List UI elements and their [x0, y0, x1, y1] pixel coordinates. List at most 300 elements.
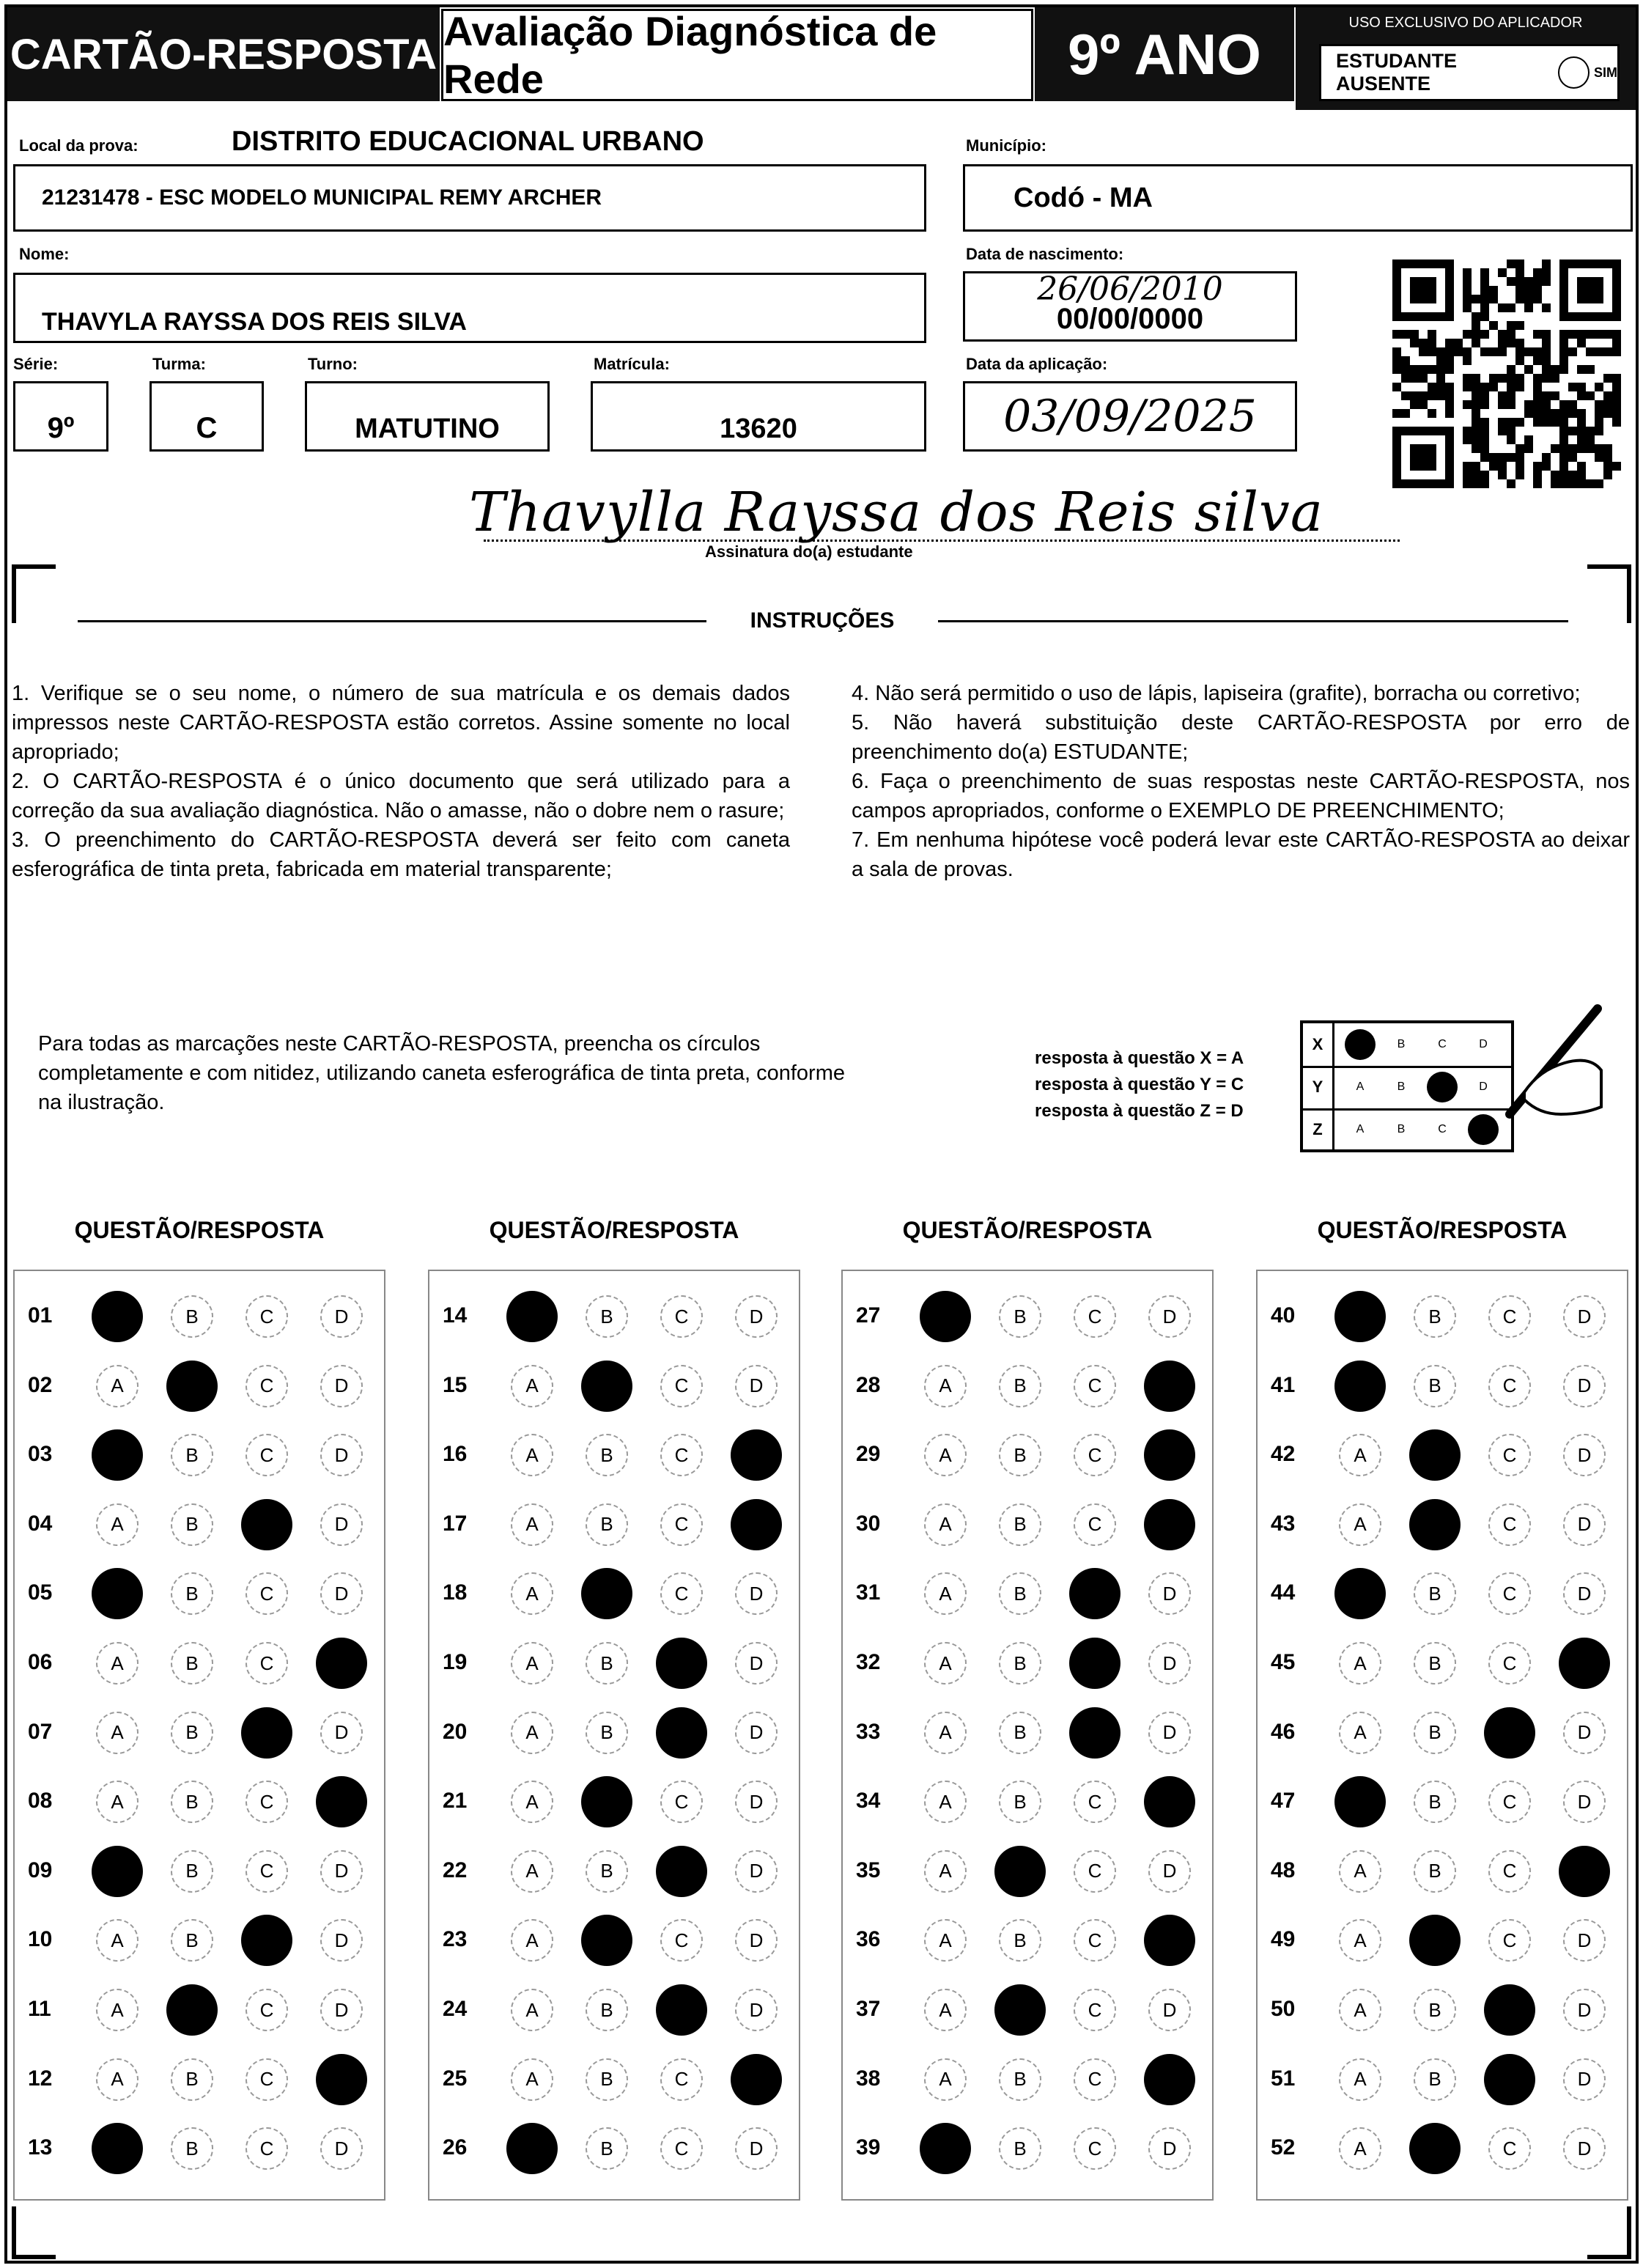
- answer-bubble-d[interactable]: D: [320, 1919, 363, 1962]
- answer-bubble-b[interactable]: B: [171, 1850, 213, 1893]
- answer-bubble-c[interactable]: C: [1488, 1850, 1531, 1893]
- answer-bubble-b[interactable]: B: [999, 1503, 1041, 1546]
- answer-bubble-a[interactable]: [92, 1846, 143, 1897]
- answer-bubble-a[interactable]: A: [924, 1642, 967, 1685]
- answer-bubble-d[interactable]: [731, 1429, 782, 1481]
- answer-bubble-a[interactable]: [92, 1429, 143, 1481]
- example-bubble: C: [1438, 1123, 1447, 1135]
- answer-bubble-c[interactable]: [656, 1846, 707, 1897]
- answer-bubble-a[interactable]: [1334, 1776, 1386, 1827]
- answer-bubble-c[interactable]: [656, 1638, 707, 1689]
- answer-bubble-d[interactable]: D: [1148, 1572, 1191, 1615]
- answer-bubble-a[interactable]: A: [511, 1712, 553, 1754]
- answer-bubble-a[interactable]: A: [96, 1781, 139, 1823]
- answer-bubble-a[interactable]: [1334, 1291, 1386, 1342]
- answer-bubble-d[interactable]: [316, 2054, 367, 2105]
- answer-bubble-c[interactable]: [1069, 1568, 1120, 1619]
- turno-label: Turno:: [308, 355, 358, 373]
- answer-bubble-b[interactable]: B: [999, 2058, 1041, 2101]
- answer-bubble-b[interactable]: B: [999, 2127, 1041, 2170]
- question-number: 42: [1271, 1442, 1296, 1467]
- column-title: QUESTÃO/RESPOSTA: [489, 1217, 739, 1243]
- answer-bubble-d[interactable]: [1144, 1499, 1195, 1550]
- answer-bubble-c[interactable]: C: [660, 1572, 703, 1615]
- question-number: 51: [1271, 2066, 1296, 2091]
- answer-bubble-b[interactable]: B: [171, 1434, 213, 1476]
- answer-bubble-a[interactable]: A: [924, 1434, 967, 1476]
- example-bubble: [1345, 1029, 1376, 1060]
- question-number: 29: [856, 1442, 881, 1467]
- answer-bubble-c[interactable]: C: [245, 1989, 288, 2031]
- answer-bubble-a[interactable]: A: [511, 1989, 553, 2031]
- answer-bubble-c[interactable]: C: [1074, 1503, 1116, 1546]
- answer-bubble-a[interactable]: A: [924, 1850, 967, 1893]
- aplicacao-value: 03/09/2025: [1003, 391, 1257, 442]
- answer-bubble-c[interactable]: C: [245, 1572, 288, 1615]
- answer-bubble-b[interactable]: [1409, 1429, 1461, 1481]
- question-number: 23: [443, 1927, 468, 1952]
- question-number: 36: [856, 1927, 881, 1952]
- question-number: 32: [856, 1650, 881, 1674]
- answer-bubble-c[interactable]: C: [1074, 1919, 1116, 1962]
- answer-bubble-b[interactable]: [581, 1915, 632, 1966]
- answer-bubble-a[interactable]: A: [511, 1850, 553, 1893]
- answer-bubble-c[interactable]: C: [245, 1642, 288, 1685]
- answer-bubble-d[interactable]: [316, 1776, 367, 1827]
- example-bubble: A: [1356, 1123, 1365, 1135]
- answer-bubble-c[interactable]: C: [660, 1434, 703, 1476]
- corner-mark-tr: [1587, 564, 1631, 623]
- answer-bubble-b[interactable]: [581, 1776, 632, 1827]
- answer-bubble-d[interactable]: D: [1148, 1642, 1191, 1685]
- instruction-7: 7. Em nenhuma hipótese você poderá levar este CARTÃO-RESPOSTA ao deixar a sala de provas.: [852, 828, 1630, 881]
- answer-bubble-b[interactable]: B: [586, 1712, 628, 1754]
- answer-bubble-d[interactable]: D: [735, 2127, 778, 2170]
- answer-bubble-c[interactable]: C: [1488, 1642, 1531, 1685]
- answer-bubble-c[interactable]: C: [1488, 1572, 1531, 1615]
- question-number: 07: [28, 1719, 53, 1744]
- school-field: [13, 164, 926, 232]
- question-number: 33: [856, 1719, 881, 1744]
- answer-bubble-c[interactable]: C: [1488, 1781, 1531, 1823]
- answer-bubble-a[interactable]: [920, 2123, 971, 2174]
- answer-bubble-a[interactable]: A: [511, 1434, 553, 1476]
- question-number: 25: [443, 2066, 468, 2091]
- answer-bubble-a[interactable]: A: [1339, 1850, 1381, 1893]
- column-title: QUESTÃO/RESPOSTA: [74, 1217, 325, 1243]
- answer-bubble-d[interactable]: D: [1563, 1365, 1606, 1407]
- answer-bubble-d[interactable]: D: [320, 2127, 363, 2170]
- example-bubble: C: [1438, 1038, 1447, 1050]
- question-number: 18: [443, 1580, 468, 1605]
- aplicacao-label: Data da aplicação:: [966, 355, 1108, 373]
- answer-bubble-b[interactable]: B: [586, 1434, 628, 1476]
- answer-bubble-a[interactable]: A: [924, 2058, 967, 2101]
- answer-bubble-d[interactable]: D: [1563, 1781, 1606, 1823]
- answer-bubble-d[interactable]: D: [735, 1850, 778, 1893]
- example-row: [1303, 1066, 1511, 1111]
- answer-bubble-a[interactable]: [506, 2123, 558, 2174]
- question-number: 05: [28, 1580, 53, 1605]
- instruction-3: 3. O preenchimento do CARTÃO-RESPOSTA deverá ser feito com caneta esferográfica de tinta preta, fabricada em material transparente;: [12, 828, 790, 881]
- card-title: CARTÃO-RESPOSTA: [7, 7, 440, 101]
- answer-bubble-b[interactable]: B: [171, 1919, 213, 1962]
- answer-bubble-a[interactable]: [920, 1291, 971, 1342]
- answer-bubble-d[interactable]: D: [1563, 1572, 1606, 1615]
- answer-bubble-c[interactable]: C: [1074, 2058, 1116, 2101]
- question-number: 44: [1271, 1580, 1296, 1605]
- answer-bubble-b[interactable]: B: [586, 1989, 628, 2031]
- answer-bubble-a[interactable]: A: [924, 1989, 967, 2031]
- answer-bubble-a[interactable]: A: [924, 1781, 967, 1823]
- answer-bubble-a[interactable]: A: [1339, 1712, 1381, 1754]
- answer-bubble-a[interactable]: A: [1339, 1642, 1381, 1685]
- question-number: 22: [443, 1858, 468, 1882]
- answer-bubble-c[interactable]: [1484, 1984, 1535, 2036]
- answer-bubble-b[interactable]: B: [1414, 1850, 1456, 1893]
- answer-bubble-d[interactable]: D: [735, 1572, 778, 1615]
- answer-bubble-d[interactable]: D: [1563, 1434, 1606, 1476]
- answer-bubble-b[interactable]: B: [171, 1781, 213, 1823]
- answer-bubble-b[interactable]: B: [1414, 1572, 1456, 1615]
- answer-bubble-c[interactable]: C: [1074, 1365, 1116, 1407]
- answer-bubble-d[interactable]: [731, 1499, 782, 1550]
- question-number: 03: [28, 1442, 53, 1467]
- answer-bubble-b[interactable]: B: [999, 1365, 1041, 1407]
- answer-bubble-d[interactable]: D: [1563, 1295, 1606, 1338]
- answer-bubble-b[interactable]: B: [1414, 1712, 1456, 1754]
- answer-bubble-a[interactable]: [92, 1291, 143, 1342]
- answer-bubble-d[interactable]: D: [320, 1365, 363, 1407]
- nome-label: Nome:: [19, 245, 70, 263]
- answer-bubble-a[interactable]: [506, 1291, 558, 1342]
- answer-bubble-b[interactable]: [994, 1846, 1046, 1897]
- answer-bubble-a[interactable]: A: [924, 1572, 967, 1615]
- answer-bubble-d[interactable]: [316, 1638, 367, 1689]
- answer-bubble-b[interactable]: [1409, 1915, 1461, 1966]
- column-title: QUESTÃO/RESPOSTA: [902, 1217, 1153, 1243]
- answer-bubble-b[interactable]: B: [1414, 1781, 1456, 1823]
- example-line-y: resposta à questão Y = C: [1035, 1075, 1244, 1094]
- question-number: 49: [1271, 1927, 1296, 1952]
- answer-bubble-c[interactable]: C: [245, 1434, 288, 1476]
- question-number: 31: [856, 1580, 881, 1605]
- signature-line: [484, 540, 1400, 542]
- answer-bubble-a[interactable]: [92, 2123, 143, 2174]
- answer-bubble-b[interactable]: B: [999, 1781, 1041, 1823]
- answer-bubble-d[interactable]: D: [735, 1642, 778, 1685]
- instructions-rule-left: [78, 620, 706, 622]
- answer-bubble-b[interactable]: B: [1414, 1642, 1456, 1685]
- answer-bubble-b[interactable]: B: [1414, 1989, 1456, 2031]
- answer-bubble-d[interactable]: D: [1563, 2058, 1606, 2101]
- answer-bubble-a[interactable]: A: [1339, 1503, 1381, 1546]
- answer-bubble-b[interactable]: B: [999, 1295, 1041, 1338]
- answer-bubble-c[interactable]: C: [245, 1295, 288, 1338]
- answer-bubble-c[interactable]: C: [1074, 1850, 1116, 1893]
- answer-bubble-b[interactable]: B: [171, 1295, 213, 1338]
- answer-bubble-a[interactable]: A: [96, 1642, 139, 1685]
- answer-bubble-a[interactable]: A: [924, 1712, 967, 1754]
- turma-label: Turma:: [152, 355, 206, 373]
- answer-bubble-b[interactable]: [166, 1361, 218, 1412]
- answer-bubble-a[interactable]: A: [511, 1642, 553, 1685]
- answer-bubble-b[interactable]: B: [171, 1642, 213, 1685]
- example-row: [1303, 1023, 1511, 1068]
- answer-bubble-c[interactable]: C: [660, 1919, 703, 1962]
- answer-bubble-b[interactable]: B: [171, 2127, 213, 2170]
- answer-bubble-c[interactable]: C: [1488, 1365, 1531, 1407]
- answer-bubble-c[interactable]: [656, 1984, 707, 2036]
- answer-bubble-b[interactable]: B: [1414, 1365, 1456, 1407]
- answer-bubble-d[interactable]: D: [735, 1781, 778, 1823]
- answer-bubble-a[interactable]: A: [96, 1919, 139, 1962]
- answer-bubble-d[interactable]: [731, 2054, 782, 2105]
- answer-bubble-d[interactable]: D: [320, 1989, 363, 2031]
- answer-bubble-a[interactable]: A: [511, 1365, 553, 1407]
- answer-bubble-b[interactable]: B: [586, 1642, 628, 1685]
- nascimento-field: [963, 271, 1297, 342]
- answer-bubble-a[interactable]: A: [511, 1572, 553, 1615]
- answer-bubble-d[interactable]: D: [1148, 1850, 1191, 1893]
- answer-bubble-b[interactable]: B: [999, 1919, 1041, 1962]
- answer-bubble-b[interactable]: [994, 1984, 1046, 2036]
- answer-bubble-d[interactable]: D: [735, 1365, 778, 1407]
- answer-bubble-b[interactable]: B: [586, 2058, 628, 2101]
- answer-bubble-a[interactable]: A: [96, 2058, 139, 2101]
- answer-bubble-c[interactable]: C: [660, 1503, 703, 1546]
- example-bubble: [1427, 1072, 1458, 1102]
- answer-bubble-d[interactable]: [1144, 1776, 1195, 1827]
- question-number: 50: [1271, 1997, 1296, 2021]
- example-bubble: D: [1479, 1080, 1488, 1093]
- answer-bubble-c[interactable]: C: [1074, 1781, 1116, 1823]
- example-grid: [1300, 1020, 1514, 1152]
- grade-label: 9º ANO: [1035, 7, 1294, 101]
- matricula-field: [591, 381, 926, 452]
- answer-bubble-b[interactable]: [166, 1984, 218, 2036]
- answer-bubble-a[interactable]: A: [1339, 2127, 1381, 2170]
- answer-bubble-c[interactable]: [241, 1915, 292, 1966]
- answer-bubble-c[interactable]: C: [245, 2127, 288, 2170]
- answer-bubble-d[interactable]: D: [320, 1503, 363, 1546]
- question-number: 40: [1271, 1303, 1296, 1328]
- turno-field: [305, 381, 550, 452]
- answer-bubble-b[interactable]: B: [586, 1850, 628, 1893]
- absent-bubble[interactable]: [1558, 56, 1590, 89]
- answer-bubble-d[interactable]: D: [320, 1295, 363, 1338]
- answer-bubble-c[interactable]: [1069, 1707, 1120, 1759]
- answer-bubble-b[interactable]: B: [171, 2058, 213, 2101]
- answer-bubble-d[interactable]: D: [320, 1572, 363, 1615]
- answer-bubble-c[interactable]: C: [1488, 1919, 1531, 1962]
- answer-bubble-d[interactable]: D: [1563, 1503, 1606, 1546]
- serie-value: 9º: [47, 412, 75, 444]
- answer-bubble-a[interactable]: A: [1339, 2058, 1381, 2101]
- answer-bubble-d[interactable]: D: [320, 1434, 363, 1476]
- nascimento-handwritten: 26/06/2010: [1037, 270, 1223, 308]
- answer-bubble-b[interactable]: B: [1414, 1295, 1456, 1338]
- answer-bubble-b[interactable]: B: [586, 2127, 628, 2170]
- answer-bubble-c[interactable]: [241, 1707, 292, 1759]
- answer-bubble-d[interactable]: D: [735, 1712, 778, 1754]
- answer-bubble-a[interactable]: A: [511, 1503, 553, 1546]
- answer-bubble-d[interactable]: D: [1148, 1295, 1191, 1338]
- example-bubble: B: [1397, 1080, 1406, 1093]
- answer-bubble-c[interactable]: C: [660, 2058, 703, 2101]
- answer-bubble-a[interactable]: [92, 1568, 143, 1619]
- municipio-label: Município:: [966, 136, 1046, 155]
- question-number: 30: [856, 1511, 881, 1536]
- answer-bubble-a[interactable]: A: [96, 1712, 139, 1754]
- answer-bubble-b[interactable]: B: [171, 1572, 213, 1615]
- answer-bubble-d[interactable]: D: [1148, 1712, 1191, 1754]
- instruction-1: 1. Verifique se o seu nome, o número de sua matrícula e os demais dados impressos neste CARTÃO-RESPOSTA estão corretos. Assine somente no local apropriado;: [12, 682, 790, 764]
- question-number: 45: [1271, 1650, 1296, 1674]
- example-row-label: X: [1303, 1023, 1334, 1066]
- question-number: 04: [28, 1511, 53, 1536]
- local-label: Local da prova:: [19, 136, 139, 155]
- answer-bubble-a[interactable]: A: [924, 1365, 967, 1407]
- answer-bubble-c[interactable]: C: [1074, 2127, 1116, 2170]
- example-line-z: resposta à questão Z = D: [1035, 1101, 1244, 1121]
- answer-bubble-a[interactable]: A: [96, 1365, 139, 1407]
- answer-bubble-d[interactable]: [1144, 2054, 1195, 2105]
- question-number: 06: [28, 1650, 53, 1674]
- question-number: 20: [443, 1719, 468, 1744]
- question-number: 08: [28, 1789, 53, 1814]
- question-number: 47: [1271, 1789, 1296, 1814]
- answer-bubble-c[interactable]: C: [1074, 1295, 1116, 1338]
- answer-bubble-c[interactable]: C: [660, 2127, 703, 2170]
- answer-bubble-c[interactable]: C: [1488, 1434, 1531, 1476]
- answer-bubble-d[interactable]: D: [1563, 2127, 1606, 2170]
- instructions-rule-right: [938, 620, 1568, 622]
- answer-bubble-a[interactable]: [1334, 1568, 1386, 1619]
- nascimento-printed: 00/00/0000: [1056, 303, 1204, 335]
- answer-bubble-d[interactable]: D: [1148, 2127, 1191, 2170]
- answer-bubble-b[interactable]: B: [171, 1712, 213, 1754]
- answer-bubble-d[interactable]: [1559, 1638, 1610, 1689]
- answer-bubble-d[interactable]: D: [1148, 1989, 1191, 2031]
- answer-bubble-d[interactable]: D: [1563, 1712, 1606, 1754]
- answer-bubble-d[interactable]: [1144, 1429, 1195, 1481]
- answer-bubble-d[interactable]: [1144, 1361, 1195, 1412]
- answer-bubble-b[interactable]: B: [586, 1503, 628, 1546]
- answer-bubble-d[interactable]: [1144, 1915, 1195, 1966]
- answer-bubble-d[interactable]: D: [735, 1919, 778, 1962]
- absent-box: [1319, 44, 1620, 101]
- answer-bubble-c[interactable]: [241, 1499, 292, 1550]
- answer-bubble-b[interactable]: [581, 1568, 632, 1619]
- question-number: 09: [28, 1858, 53, 1882]
- municipio-value: Codó - MA: [1014, 182, 1153, 213]
- answer-bubble-c[interactable]: [656, 1707, 707, 1759]
- answer-bubble-a[interactable]: A: [511, 2058, 553, 2101]
- answer-bubble-a[interactable]: A: [924, 1919, 967, 1962]
- answer-bubble-a[interactable]: A: [1339, 1989, 1381, 2031]
- answer-bubble-d[interactable]: D: [320, 1850, 363, 1893]
- instructions-left: [12, 679, 790, 884]
- answer-bubble-a[interactable]: [1334, 1361, 1386, 1412]
- question-number: 46: [1271, 1719, 1296, 1744]
- example-bubble: [1468, 1114, 1499, 1145]
- example-row-label: Z: [1303, 1108, 1334, 1151]
- answer-bubble-a[interactable]: A: [511, 1781, 553, 1823]
- answer-bubble-d[interactable]: D: [735, 1989, 778, 2031]
- answer-bubble-c[interactable]: C: [1488, 2127, 1531, 2170]
- example-row: [1303, 1108, 1511, 1151]
- question-number: 16: [443, 1442, 468, 1467]
- answer-bubble-c[interactable]: C: [245, 1850, 288, 1893]
- answer-bubble-a[interactable]: A: [1339, 1434, 1381, 1476]
- answer-bubble-d[interactable]: [1559, 1846, 1610, 1897]
- answer-bubble-b[interactable]: B: [1414, 2058, 1456, 2101]
- answer-bubble-b[interactable]: B: [171, 1503, 213, 1546]
- answer-bubble-b[interactable]: [1409, 2123, 1461, 2174]
- answer-bubble-c[interactable]: C: [245, 2058, 288, 2101]
- answer-bubble-c[interactable]: C: [1488, 1295, 1531, 1338]
- answer-bubble-b[interactable]: B: [586, 1295, 628, 1338]
- answer-bubble-d[interactable]: D: [1563, 1989, 1606, 2031]
- answer-bubble-b[interactable]: [1409, 1499, 1461, 1550]
- answer-bubble-a[interactable]: A: [924, 1503, 967, 1546]
- answer-bubble-b[interactable]: [581, 1361, 632, 1412]
- question-number: 27: [856, 1303, 881, 1328]
- answer-bubble-b[interactable]: B: [999, 1434, 1041, 1476]
- answer-bubble-c[interactable]: [1484, 2054, 1535, 2105]
- question-number: 35: [856, 1858, 881, 1882]
- answer-bubble-c[interactable]: C: [660, 1365, 703, 1407]
- corner-mark-bl: [12, 2206, 56, 2259]
- question-number: 02: [28, 1372, 53, 1397]
- column-title: QUESTÃO/RESPOSTA: [1317, 1217, 1568, 1243]
- example-bubble: B: [1397, 1123, 1406, 1135]
- answer-bubble-b[interactable]: B: [999, 1572, 1041, 1615]
- question-number: 28: [856, 1372, 881, 1397]
- answer-bubble-c[interactable]: [1484, 1707, 1535, 1759]
- example-legend: [1035, 1045, 1244, 1124]
- aplicacao-field: [963, 381, 1297, 452]
- answer-bubble-b[interactable]: B: [999, 1642, 1041, 1685]
- question-number: 10: [28, 1927, 53, 1952]
- answer-bubble-a[interactable]: A: [511, 1919, 553, 1962]
- answer-bubble-c[interactable]: C: [1488, 1503, 1531, 1546]
- answer-bubble-c[interactable]: C: [1074, 1434, 1116, 1476]
- absent-label: ESTUDANTE AUSENTE: [1336, 50, 1458, 95]
- instruction-2: 2. O CARTÃO-RESPOSTA é o único documento que será utilizado para a correção da sua avaliação diagnóstica. Não o amasse, não o dobre nem o rasure;: [12, 770, 790, 822]
- answer-bubble-d[interactable]: D: [735, 1295, 778, 1338]
- answer-bubble-d[interactable]: D: [1563, 1919, 1606, 1962]
- question-number: 37: [856, 1997, 881, 2021]
- question-number: 48: [1271, 1858, 1296, 1882]
- answer-bubble-a[interactable]: A: [1339, 1919, 1381, 1962]
- answer-bubble-c[interactable]: C: [245, 1365, 288, 1407]
- question-number: 41: [1271, 1372, 1296, 1397]
- serie-label: Série:: [13, 355, 59, 373]
- answer-bubble-b[interactable]: B: [999, 1712, 1041, 1754]
- answer-bubble-c[interactable]: C: [660, 1295, 703, 1338]
- qr-code: [1392, 259, 1621, 488]
- answer-bubble-a[interactable]: A: [96, 1989, 139, 2031]
- answer-bubble-c[interactable]: C: [245, 1781, 288, 1823]
- answer-bubble-c[interactable]: C: [660, 1781, 703, 1823]
- answer-bubble-c[interactable]: C: [1074, 1989, 1116, 2031]
- example-line-x: resposta à questão X = A: [1035, 1048, 1244, 1068]
- answer-bubble-d[interactable]: D: [320, 1712, 363, 1754]
- answer-bubble-c[interactable]: [1069, 1638, 1120, 1689]
- answer-bubble-a[interactable]: A: [96, 1503, 139, 1546]
